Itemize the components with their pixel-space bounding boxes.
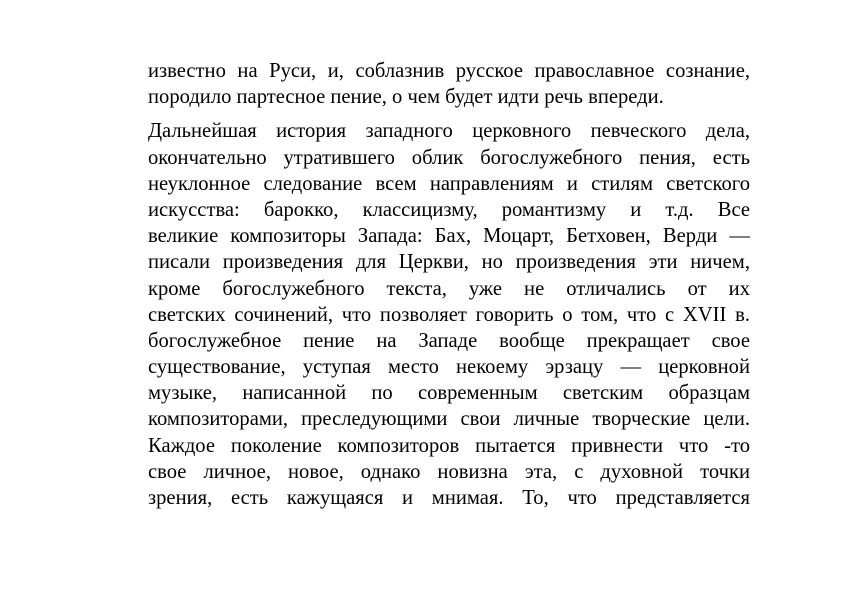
text-line: кроме богослужебного текста, уже не отличались от их xyxy=(148,277,750,300)
paragraph-2 xyxy=(148,118,750,511)
text-line: музыке, написанной по современным светским образцам xyxy=(148,382,750,405)
text-line: известно на Руси, и, соблазнив русское православное сознание, xyxy=(148,60,750,82)
text-line: писали произведения для Церкви, но произведения эти ничем, xyxy=(148,251,750,274)
paragraph-1 xyxy=(148,58,750,110)
body-text xyxy=(148,58,750,511)
text-line: свое личное, новое, однако новизна эта, с духовной точки xyxy=(148,460,750,483)
text-line: существование, уступая место некоему эрзацу — церковной xyxy=(148,356,750,379)
text-line: окончательно утратившего облик богослужебного пения, есть xyxy=(148,146,750,169)
text-line: искусства: барокко, классицизму, романтизму и т.д. Все xyxy=(148,198,750,221)
text-line: Дальнейшая история западного церковного певческого дела, xyxy=(148,120,750,143)
text-line: богослужебное пение на Западе вообще прекращает свое xyxy=(148,329,750,352)
text-line: Каждое поколение композиторов пытается привнести что -то xyxy=(148,434,750,457)
text-line: светских сочинений, что позволяет говорить о том, что с XVII в. xyxy=(148,303,750,326)
text-line: композиторами, преследующими свои личные творческие цели. xyxy=(148,408,750,431)
text-line: неуклонное следование всем направлениям и стилям светского xyxy=(148,172,750,195)
text-line: зрения, есть кажущаяся и мнимая. То, что представляется xyxy=(148,487,750,509)
text-line: великие композиторы Запада: Бах, Моцарт, Бетховен, Верди — xyxy=(148,225,750,248)
paragraph-spacing xyxy=(148,110,750,118)
text-line: породило партесное пение, о чем будет идти речь впереди. xyxy=(148,86,664,109)
